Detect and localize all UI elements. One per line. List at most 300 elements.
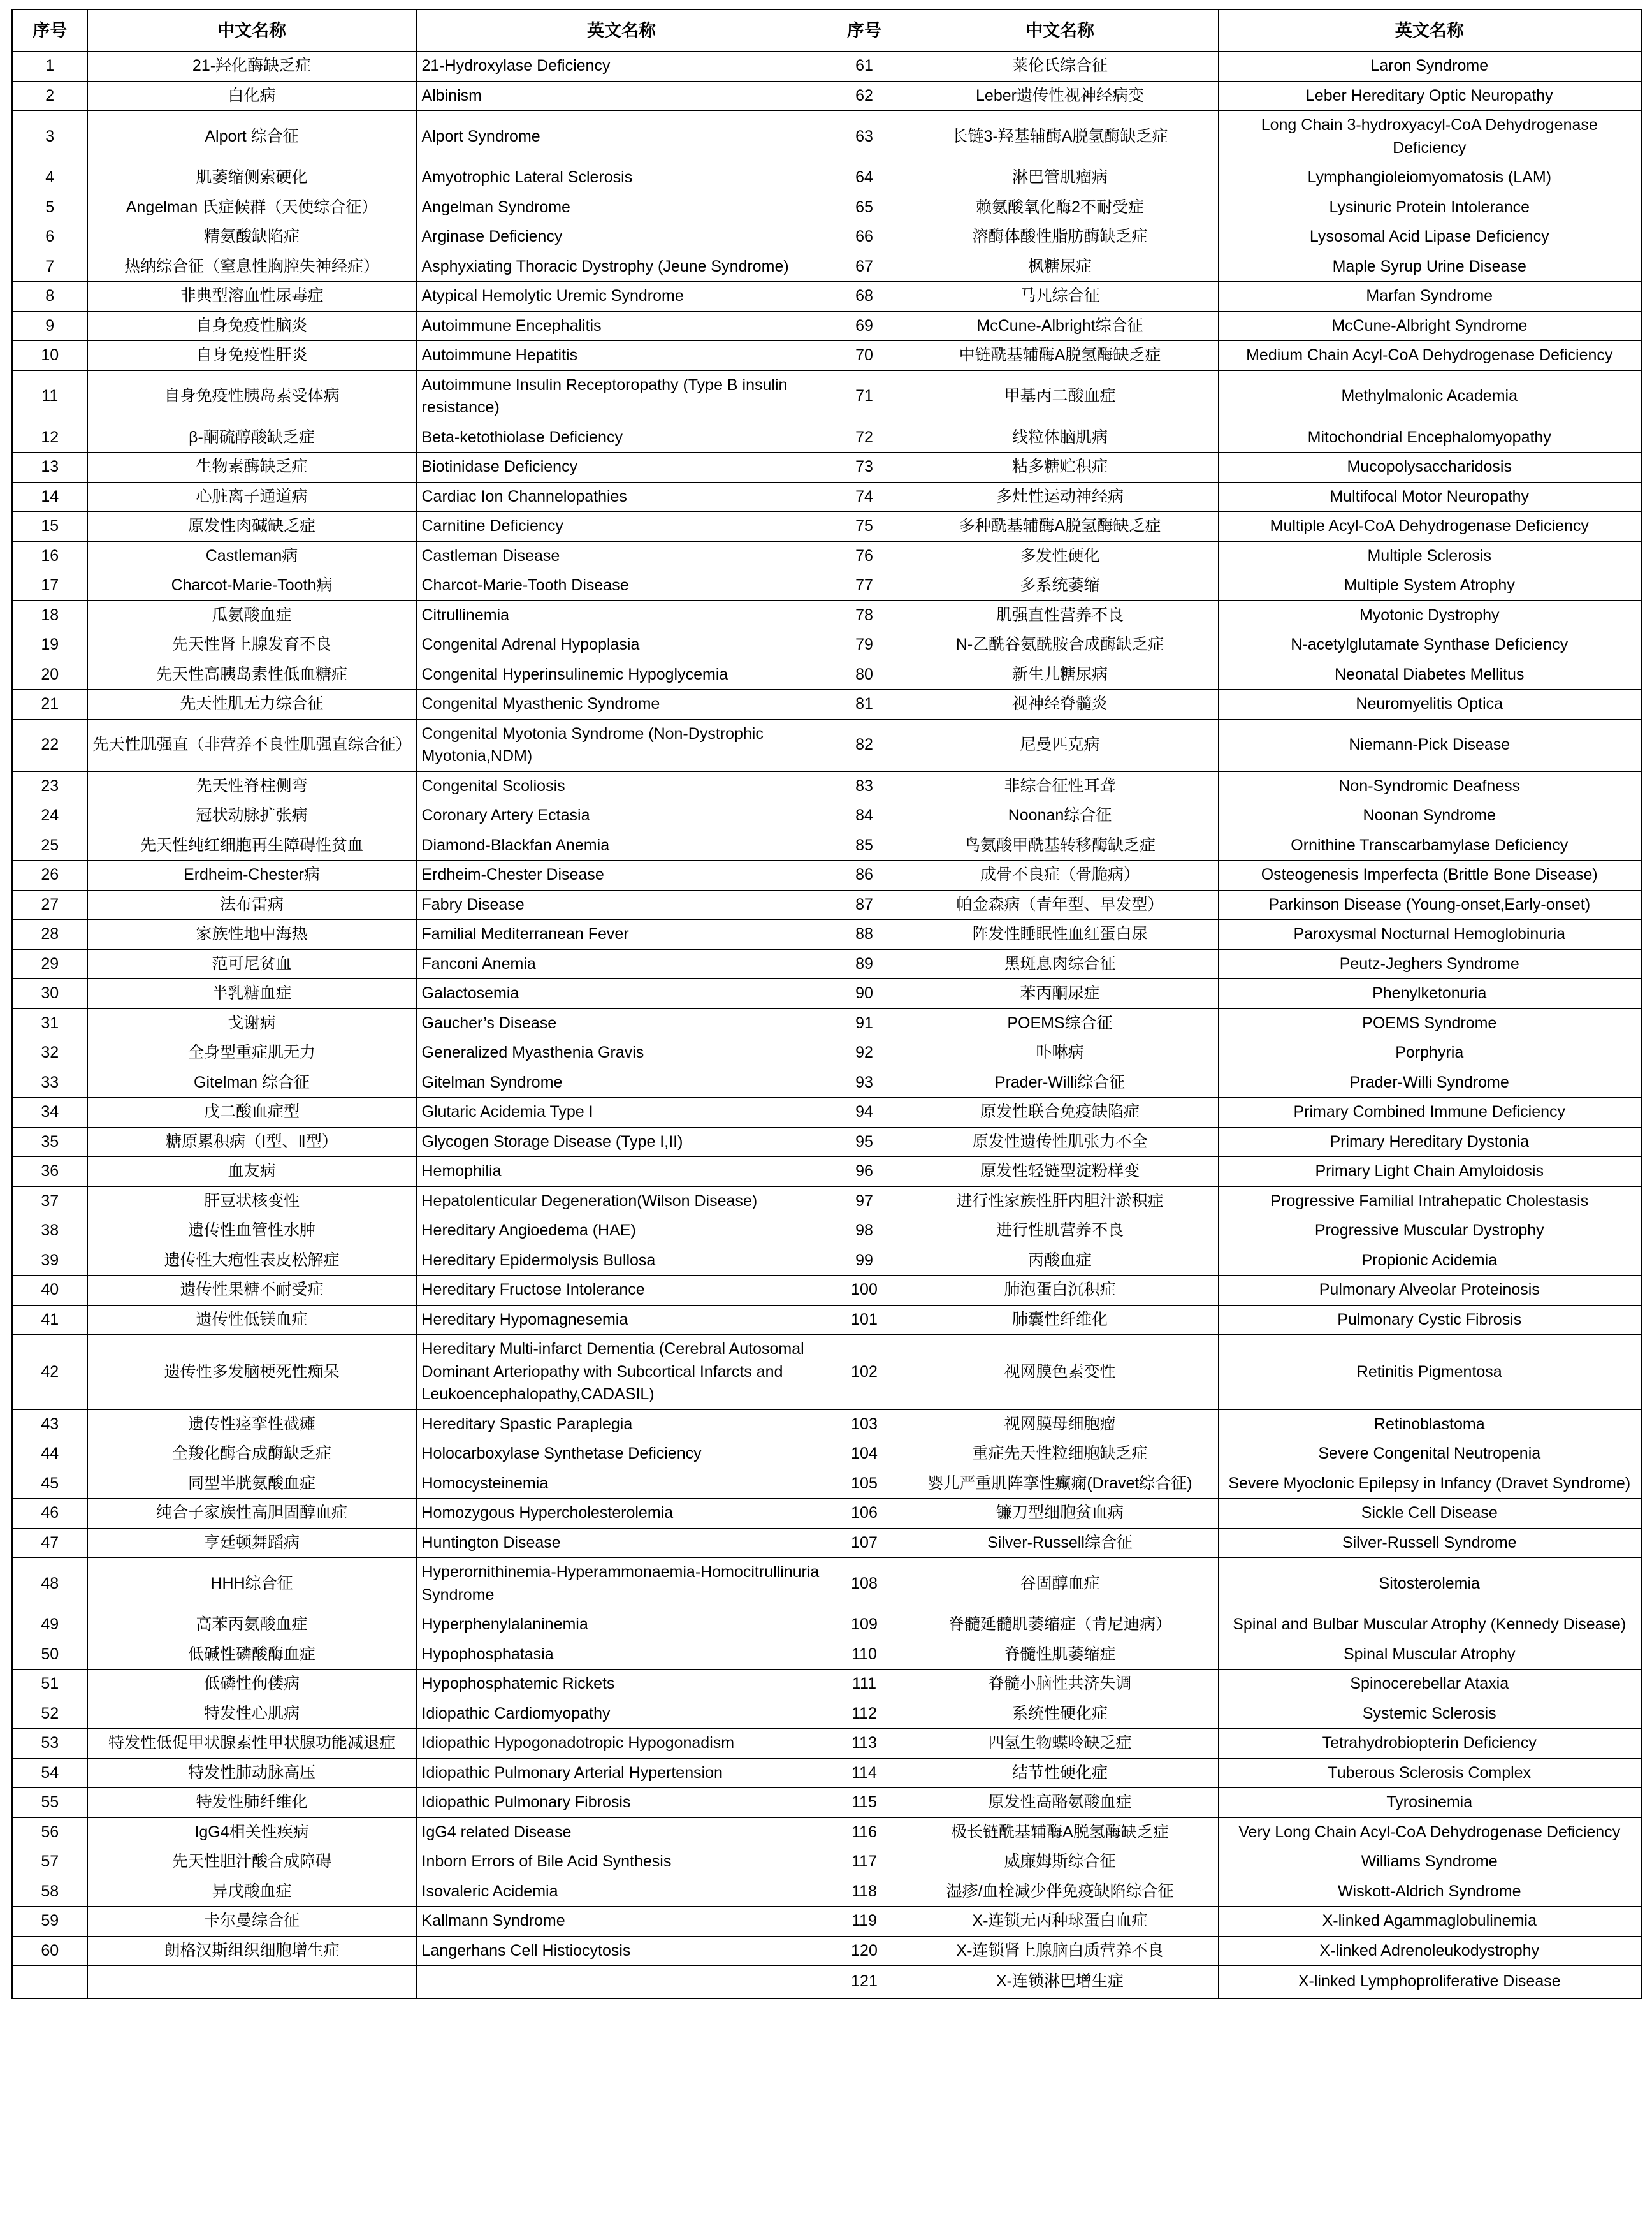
cell-chinese-right: 脊髓延髓肌萎缩症（肯尼迪病） xyxy=(902,1610,1218,1640)
cell-index-left: 54 xyxy=(12,1758,87,1788)
cell-english-left: Biotinidase Deficiency xyxy=(416,453,827,483)
cell-chinese-left: 冠状动脉扩张病 xyxy=(87,801,416,831)
cell-english-left: Hemophilia xyxy=(416,1157,827,1187)
cell-chinese-right: 原发性遗传性肌张力不全 xyxy=(902,1127,1218,1157)
cell-english-right: Prader-Willi Syndrome xyxy=(1218,1068,1641,1098)
table-row xyxy=(12,482,1641,512)
cell-index-left: 40 xyxy=(12,1276,87,1306)
cell-english-right: Mitochondrial Encephalomyopathy xyxy=(1218,423,1641,453)
cell-index-left: 13 xyxy=(12,453,87,483)
cell-chinese-left: Castleman病 xyxy=(87,541,416,571)
cell-index-left: 8 xyxy=(12,282,87,312)
cell-index-right: 84 xyxy=(827,801,902,831)
table-row xyxy=(12,1558,1641,1610)
cell-index-right: 101 xyxy=(827,1305,902,1335)
table-row xyxy=(12,1758,1641,1788)
cell-english-left: Albinism xyxy=(416,81,827,111)
cell-english-left: Huntington Disease xyxy=(416,1528,827,1558)
cell-index-left: 19 xyxy=(12,630,87,660)
cell-index-right: 94 xyxy=(827,1098,902,1128)
cell-english-right: X-linked Adrenoleukodystrophy xyxy=(1218,1936,1641,1966)
cell-index-left: 53 xyxy=(12,1729,87,1759)
table-row xyxy=(12,1640,1641,1669)
cell-english-right: Lymphangioleiomyomatosis (LAM) xyxy=(1218,163,1641,193)
cell-english-left: Autoimmune Hepatitis xyxy=(416,341,827,371)
cell-english-left: Autoimmune Encephalitis xyxy=(416,311,827,341)
cell-chinese-right: 黑斑息肉综合征 xyxy=(902,949,1218,979)
cell-english-left: Coronary Artery Ectasia xyxy=(416,801,827,831)
cell-chinese-left: 生物素酶缺乏症 xyxy=(87,453,416,483)
cell-english-left: Generalized Myasthenia Gravis xyxy=(416,1038,827,1068)
cell-index-left: 57 xyxy=(12,1847,87,1877)
table-row xyxy=(12,341,1641,371)
cell-chinese-right: 线粒体脑肌病 xyxy=(902,423,1218,453)
cell-english-left: Congenital Scoliosis xyxy=(416,771,827,801)
cell-chinese-left: 瓜氨酸血症 xyxy=(87,600,416,630)
cell-chinese-left: β-酮硫醇酸缺乏症 xyxy=(87,423,416,453)
cell-index-right: 108 xyxy=(827,1558,902,1610)
cell-english-left: Galactosemia xyxy=(416,979,827,1009)
cell-chinese-right: 镰刀型细胞贫血病 xyxy=(902,1499,1218,1529)
cell-index-left: 52 xyxy=(12,1699,87,1729)
cell-index-left: 32 xyxy=(12,1038,87,1068)
cell-english-right: Tetrahydrobiopterin Deficiency xyxy=(1218,1729,1641,1759)
cell-english-right: Propionic Acidemia xyxy=(1218,1246,1641,1276)
cell-index-right: 95 xyxy=(827,1127,902,1157)
cell-index-right: 113 xyxy=(827,1729,902,1759)
cell-english-right: Very Long Chain Acyl-CoA Dehydrogenase Deficiency xyxy=(1218,1817,1641,1847)
cell-chinese-right: 长链3-羟基辅酶A脱氢酶缺乏症 xyxy=(902,111,1218,163)
table-row xyxy=(12,163,1641,193)
table-row xyxy=(12,423,1641,453)
table-row xyxy=(12,1788,1641,1818)
cell-index-right: 79 xyxy=(827,630,902,660)
cell-index-left: 39 xyxy=(12,1246,87,1276)
cell-english-right: Sitosterolemia xyxy=(1218,1558,1641,1610)
cell-chinese-left: Alport 综合征 xyxy=(87,111,416,163)
cell-english-right: Sickle Cell Disease xyxy=(1218,1499,1641,1529)
cell-english-left: Gaucher’s Disease xyxy=(416,1008,827,1038)
table-row xyxy=(12,1305,1641,1335)
cell-english-left: Erdheim-Chester Disease xyxy=(416,861,827,891)
cell-chinese-right: 威廉姆斯综合征 xyxy=(902,1847,1218,1877)
cell-chinese-right: 多种酰基辅酶A脱氢酶缺乏症 xyxy=(902,512,1218,542)
cell-english-right: Niemann-Pick Disease xyxy=(1218,719,1641,771)
cell-chinese-right: 原发性高酪氨酸血症 xyxy=(902,1788,1218,1818)
cell-chinese-right: 尼曼匹克病 xyxy=(902,719,1218,771)
cell-index-left: 6 xyxy=(12,222,87,252)
cell-index-left: 9 xyxy=(12,311,87,341)
cell-english-left: Hyperphenylalaninemia xyxy=(416,1610,827,1640)
cell-index-left: 56 xyxy=(12,1817,87,1847)
cell-index-right: 88 xyxy=(827,920,902,950)
cell-english-right: Long Chain 3-hydroxyacyl-CoA Dehydrogenase Deficiency xyxy=(1218,111,1641,163)
table-row xyxy=(12,1038,1641,1068)
cell-index-left: 5 xyxy=(12,193,87,222)
cell-chinese-left: 非典型溶血性尿毒症 xyxy=(87,282,416,312)
table-row xyxy=(12,1699,1641,1729)
cell-index-left: 12 xyxy=(12,423,87,453)
cell-english-left: Hereditary Spastic Paraplegia xyxy=(416,1409,827,1439)
cell-index-left: 33 xyxy=(12,1068,87,1098)
cell-english-left: Homozygous Hypercholesterolemia xyxy=(416,1499,827,1529)
cell-index-right: 114 xyxy=(827,1758,902,1788)
cell-english-left: Cardiac Ion Channelopathies xyxy=(416,482,827,512)
cell-chinese-right: 新生儿糖尿病 xyxy=(902,660,1218,690)
table-row xyxy=(12,1276,1641,1306)
cell-index-right: 118 xyxy=(827,1877,902,1907)
cell-english-right: Non-Syndromic Deafness xyxy=(1218,771,1641,801)
cell-english-right: Multifocal Motor Neuropathy xyxy=(1218,482,1641,512)
cell-index-right: 62 xyxy=(827,81,902,111)
cell-index-right: 67 xyxy=(827,252,902,282)
cell-index-right: 107 xyxy=(827,1528,902,1558)
cell-english-left: Amyotrophic Lateral Sclerosis xyxy=(416,163,827,193)
cell-chinese-right: 帕金森病（青年型、早发型） xyxy=(902,890,1218,920)
cell-chinese-right: 多灶性运动神经病 xyxy=(902,482,1218,512)
cell-english-right: Ornithine Transcarbamylase Deficiency xyxy=(1218,831,1641,861)
cell-english-right: Progressive Familial Intrahepatic Cholestasis xyxy=(1218,1186,1641,1216)
cell-chinese-left: 先天性肌强直（非营养不良性肌强直综合征） xyxy=(87,719,416,771)
cell-english-left: Idiopathic Pulmonary Arterial Hypertension xyxy=(416,1758,827,1788)
cell-english-right: Systemic Sclerosis xyxy=(1218,1699,1641,1729)
cell-english-left: Fabry Disease xyxy=(416,890,827,920)
cell-chinese-right: 莱伦氏综合征 xyxy=(902,52,1218,82)
cell-english-left: Hereditary Multi-infarct Dementia (Cerebral Autosomal Dominant Arteriopathy with Subcortical Infarcts and Leukoencephalopathy,CADASIL) xyxy=(416,1335,827,1410)
cell-index-left: 60 xyxy=(12,1936,87,1966)
cell-english-left: Asphyxiating Thoracic Dystrophy (Jeune Syndrome) xyxy=(416,252,827,282)
cell-index-right: 63 xyxy=(827,111,902,163)
cell-english-right: Laron Syndrome xyxy=(1218,52,1641,82)
table-row xyxy=(12,1409,1641,1439)
cell-english-right: Severe Myoclonic Epilepsy in Infancy (Dravet Syndrome) xyxy=(1218,1469,1641,1499)
cell-english-left: Hypophosphatasia xyxy=(416,1640,827,1669)
cell-english-left xyxy=(416,1966,827,1999)
cell-index-right: 93 xyxy=(827,1068,902,1098)
cell-english-right: Osteogenesis Imperfecta (Brittle Bone Disease) xyxy=(1218,861,1641,891)
cell-index-right: 61 xyxy=(827,52,902,82)
cell-english-left: Hereditary Angioedema (HAE) xyxy=(416,1216,827,1246)
cell-chinese-left: 法布雷病 xyxy=(87,890,416,920)
cell-english-left: Autoimmune Insulin Receptoropathy (Type B insulin resistance) xyxy=(416,370,827,423)
cell-chinese-left: 卡尔曼综合征 xyxy=(87,1907,416,1937)
table-header xyxy=(12,10,1641,52)
cell-index-left: 4 xyxy=(12,163,87,193)
cell-chinese-right: 谷固醇血症 xyxy=(902,1558,1218,1610)
cell-english-right: POEMS Syndrome xyxy=(1218,1008,1641,1038)
cell-chinese-right: 结节性硬化症 xyxy=(902,1758,1218,1788)
cell-index-left: 2 xyxy=(12,81,87,111)
cell-index-left: 26 xyxy=(12,861,87,891)
cell-chinese-left: 家族性地中海热 xyxy=(87,920,416,950)
cell-chinese-left: 肝豆状核变性 xyxy=(87,1186,416,1216)
cell-chinese-right: 进行性肌营养不良 xyxy=(902,1216,1218,1246)
cell-chinese-right: Noonan综合征 xyxy=(902,801,1218,831)
cell-english-right: X-linked Lymphoproliferative Disease xyxy=(1218,1966,1641,1999)
cell-chinese-left: 先天性肾上腺发育不良 xyxy=(87,630,416,660)
cell-english-left: Inborn Errors of Bile Acid Synthesis xyxy=(416,1847,827,1877)
cell-english-left: Carnitine Deficiency xyxy=(416,512,827,542)
cell-english-right: Primary Hereditary Dystonia xyxy=(1218,1127,1641,1157)
cell-index-left: 58 xyxy=(12,1877,87,1907)
cell-english-left: IgG4 related Disease xyxy=(416,1817,827,1847)
cell-index-left: 24 xyxy=(12,801,87,831)
cell-chinese-right: 粘多糖贮积症 xyxy=(902,453,1218,483)
cell-chinese-right: 淋巴管肌瘤病 xyxy=(902,163,1218,193)
cell-index-right: 96 xyxy=(827,1157,902,1187)
cell-index-left: 30 xyxy=(12,979,87,1009)
cell-chinese-right: 视神经脊髓炎 xyxy=(902,690,1218,720)
table-row xyxy=(12,512,1641,542)
table-row xyxy=(12,949,1641,979)
cell-index-left: 18 xyxy=(12,600,87,630)
cell-chinese-right: 卟啉病 xyxy=(902,1038,1218,1068)
cell-index-right: 99 xyxy=(827,1246,902,1276)
cell-chinese-right: N-乙酰谷氨酰胺合成酶缺乏症 xyxy=(902,630,1218,660)
cell-chinese-right: 脊髓小脑性共济失调 xyxy=(902,1669,1218,1699)
cell-index-left: 55 xyxy=(12,1788,87,1818)
cell-index-right: 105 xyxy=(827,1469,902,1499)
table-row xyxy=(12,719,1641,771)
cell-index-left: 38 xyxy=(12,1216,87,1246)
table-row xyxy=(12,1127,1641,1157)
cell-english-right: Pulmonary Alveolar Proteinosis xyxy=(1218,1276,1641,1306)
cell-chinese-right: McCune-Albright综合征 xyxy=(902,311,1218,341)
cell-chinese-left: 同型半胱氨酸血症 xyxy=(87,1469,416,1499)
cell-chinese-left: 特发性心肌病 xyxy=(87,1699,416,1729)
cell-index-right: 86 xyxy=(827,861,902,891)
cell-index-right: 117 xyxy=(827,1847,902,1877)
cell-index-left: 23 xyxy=(12,771,87,801)
cell-chinese-left: 遗传性大疱性表皮松解症 xyxy=(87,1246,416,1276)
cell-index-left: 1 xyxy=(12,52,87,82)
cell-index-right: 98 xyxy=(827,1216,902,1246)
cell-chinese-right: 溶酶体酸性脂肪酶缺乏症 xyxy=(902,222,1218,252)
cell-chinese-left: Erdheim-Chester病 xyxy=(87,861,416,891)
cell-chinese-left: 戊二酸血症型 xyxy=(87,1098,416,1128)
cell-chinese-right: 湿疹/血栓减少伴免疫缺陷综合征 xyxy=(902,1877,1218,1907)
cell-chinese-left: 心脏离子通道病 xyxy=(87,482,416,512)
cell-index-left: 11 xyxy=(12,370,87,423)
cell-chinese-left: 糖原累积病（Ⅰ型、Ⅱ型） xyxy=(87,1127,416,1157)
cell-chinese-right: 婴儿严重肌阵挛性癫痫(Dravet综合征) xyxy=(902,1469,1218,1499)
col-header-index-left: 序号 xyxy=(12,10,87,52)
cell-english-right: Mucopolysaccharidosis xyxy=(1218,453,1641,483)
cell-english-right: Spinal Muscular Atrophy xyxy=(1218,1640,1641,1669)
cell-index-right: 119 xyxy=(827,1907,902,1937)
cell-english-right: Porphyria xyxy=(1218,1038,1641,1068)
cell-english-right: Tyrosinemia xyxy=(1218,1788,1641,1818)
table-row xyxy=(12,1008,1641,1038)
col-header-chinese-right: 中文名称 xyxy=(902,10,1218,52)
cell-index-right: 83 xyxy=(827,771,902,801)
cell-index-right: 75 xyxy=(827,512,902,542)
table-row xyxy=(12,1335,1641,1410)
cell-index-right: 80 xyxy=(827,660,902,690)
cell-english-right: Tuberous Sclerosis Complex xyxy=(1218,1758,1641,1788)
cell-chinese-left: 血友病 xyxy=(87,1157,416,1187)
cell-chinese-left: 自身免疫性肝炎 xyxy=(87,341,416,371)
cell-chinese-left: 纯合子家族性高胆固醇血症 xyxy=(87,1499,416,1529)
cell-index-right: 97 xyxy=(827,1186,902,1216)
cell-index-left: 44 xyxy=(12,1439,87,1469)
cell-english-right: Noonan Syndrome xyxy=(1218,801,1641,831)
cell-english-left: Idiopathic Hypogonadotropic Hypogonadism xyxy=(416,1729,827,1759)
cell-english-right: Multiple Acyl-CoA Dehydrogenase Deficiency xyxy=(1218,512,1641,542)
cell-chinese-right: 重症先天性粒细胞缺乏症 xyxy=(902,1439,1218,1469)
table-row xyxy=(12,193,1641,222)
cell-index-right: 87 xyxy=(827,890,902,920)
table-row xyxy=(12,801,1641,831)
table-row xyxy=(12,1439,1641,1469)
cell-chinese-left: 先天性肌无力综合征 xyxy=(87,690,416,720)
cell-english-right: Neonatal Diabetes Mellitus xyxy=(1218,660,1641,690)
table-row xyxy=(12,920,1641,950)
cell-index-right: 112 xyxy=(827,1699,902,1729)
cell-chinese-left: 原发性肉碱缺乏症 xyxy=(87,512,416,542)
cell-english-left: Hepatolenticular Degeneration(Wilson Disease) xyxy=(416,1186,827,1216)
cell-chinese-right: 甲基丙二酸血症 xyxy=(902,370,1218,423)
cell-index-right: 82 xyxy=(827,719,902,771)
cell-index-right: 74 xyxy=(827,482,902,512)
cell-english-right: Retinoblastoma xyxy=(1218,1409,1641,1439)
cell-chinese-left: 范可尼贫血 xyxy=(87,949,416,979)
table-row xyxy=(12,541,1641,571)
cell-english-right: Peutz-Jeghers Syndrome xyxy=(1218,949,1641,979)
cell-english-right: Phenylketonuria xyxy=(1218,979,1641,1009)
cell-english-left: Homocysteinemia xyxy=(416,1469,827,1499)
cell-english-left: Hyperornithinemia-Hyperammonaemia-Homocitrullinuria Syndrome xyxy=(416,1558,827,1610)
cell-english-right: Progressive Muscular Dystrophy xyxy=(1218,1216,1641,1246)
cell-chinese-right: 极长链酰基辅酶A脱氢酶缺乏症 xyxy=(902,1817,1218,1847)
cell-english-left: Congenital Hyperinsulinemic Hypoglycemia xyxy=(416,660,827,690)
cell-english-left: Congenital Myasthenic Syndrome xyxy=(416,690,827,720)
table-row xyxy=(12,979,1641,1009)
cell-english-right: Wiskott-Aldrich Syndrome xyxy=(1218,1877,1641,1907)
cell-english-right: McCune-Albright Syndrome xyxy=(1218,311,1641,341)
cell-chinese-left: IgG4相关性疾病 xyxy=(87,1817,416,1847)
cell-english-right: Severe Congenital Neutropenia xyxy=(1218,1439,1641,1469)
table-row xyxy=(12,1098,1641,1128)
table-row xyxy=(12,1157,1641,1187)
cell-chinese-left: 戈谢病 xyxy=(87,1008,416,1038)
cell-english-left: Idiopathic Cardiomyopathy xyxy=(416,1699,827,1729)
cell-chinese-left: 自身免疫性胰岛素受体病 xyxy=(87,370,416,423)
cell-chinese-right: POEMS综合征 xyxy=(902,1008,1218,1038)
cell-chinese-left: 先天性脊柱侧弯 xyxy=(87,771,416,801)
cell-chinese-right: 赖氨酸氧化酶2不耐受症 xyxy=(902,193,1218,222)
table-row xyxy=(12,81,1641,111)
cell-chinese-left: 特发性肺纤维化 xyxy=(87,1788,416,1818)
cell-english-left: Hereditary Fructose Intolerance xyxy=(416,1276,827,1306)
cell-chinese-left xyxy=(87,1966,416,1999)
cell-chinese-right: X-连锁无丙种球蛋白血症 xyxy=(902,1907,1218,1937)
cell-index-left: 48 xyxy=(12,1558,87,1610)
cell-chinese-left: 高苯丙氨酸血症 xyxy=(87,1610,416,1640)
cell-chinese-left: 先天性纯红细胞再生障碍性贫血 xyxy=(87,831,416,861)
table-row xyxy=(12,1068,1641,1098)
table-row xyxy=(12,1186,1641,1216)
cell-chinese-left: 21-羟化酶缺乏症 xyxy=(87,52,416,82)
cell-chinese-right: 成骨不良症（骨脆病） xyxy=(902,861,1218,891)
cell-english-left: Citrullinemia xyxy=(416,600,827,630)
table-row xyxy=(12,311,1641,341)
cell-english-left: Diamond-Blackfan Anemia xyxy=(416,831,827,861)
cell-index-left: 49 xyxy=(12,1610,87,1640)
cell-english-right: Methylmalonic Academia xyxy=(1218,370,1641,423)
cell-index-left: 42 xyxy=(12,1335,87,1410)
cell-english-left: Congenital Myotonia Syndrome (Non-Dystrophic Myotonia,NDM) xyxy=(416,719,827,771)
cell-english-right: Maple Syrup Urine Disease xyxy=(1218,252,1641,282)
table-row xyxy=(12,1246,1641,1276)
cell-chinese-right: X-连锁淋巴增生症 xyxy=(902,1966,1218,1999)
cell-english-right: Silver-Russell Syndrome xyxy=(1218,1528,1641,1558)
table-row xyxy=(12,600,1641,630)
cell-chinese-right: Silver-Russell综合征 xyxy=(902,1528,1218,1558)
cell-english-left: Gitelman Syndrome xyxy=(416,1068,827,1098)
col-header-english-right: 英文名称 xyxy=(1218,10,1641,52)
cell-chinese-left: 先天性高胰岛素性低血糖症 xyxy=(87,660,416,690)
table-row xyxy=(12,660,1641,690)
table-row xyxy=(12,370,1641,423)
cell-chinese-left: 异戊酸血症 xyxy=(87,1877,416,1907)
cell-index-left: 25 xyxy=(12,831,87,861)
cell-index-left: 16 xyxy=(12,541,87,571)
cell-index-right: 76 xyxy=(827,541,902,571)
table-row xyxy=(12,890,1641,920)
cell-english-right: N-acetylglutamate Synthase Deficiency xyxy=(1218,630,1641,660)
cell-index-right: 85 xyxy=(827,831,902,861)
cell-chinese-left: 遗传性果糖不耐受症 xyxy=(87,1276,416,1306)
table-row xyxy=(12,1936,1641,1966)
cell-chinese-left: 低碱性磷酸酶血症 xyxy=(87,1640,416,1669)
cell-chinese-left: 遗传性血管性水肿 xyxy=(87,1216,416,1246)
cell-chinese-left: HHH综合征 xyxy=(87,1558,416,1610)
cell-chinese-right: 脊髓性肌萎缩症 xyxy=(902,1640,1218,1669)
col-header-english-left: 英文名称 xyxy=(416,10,827,52)
cell-chinese-left: 特发性低促甲状腺素性甲状腺功能减退症 xyxy=(87,1729,416,1759)
cell-index-left: 41 xyxy=(12,1305,87,1335)
cell-chinese-left: 全身型重症肌无力 xyxy=(87,1038,416,1068)
cell-chinese-left: 精氨酸缺陷症 xyxy=(87,222,416,252)
cell-chinese-right: Prader-Willi综合征 xyxy=(902,1068,1218,1098)
table-row xyxy=(12,282,1641,312)
cell-english-right: Primary Combined Immune Deficiency xyxy=(1218,1098,1641,1128)
table-body xyxy=(12,52,1641,1999)
cell-index-left: 51 xyxy=(12,1669,87,1699)
cell-chinese-right: 肌强直性营养不良 xyxy=(902,600,1218,630)
cell-english-left: Atypical Hemolytic Uremic Syndrome xyxy=(416,282,827,312)
col-header-index-right: 序号 xyxy=(827,10,902,52)
table-row xyxy=(12,52,1641,82)
cell-chinese-left: 白化病 xyxy=(87,81,416,111)
cell-chinese-left: 亨廷顿舞蹈病 xyxy=(87,1528,416,1558)
cell-english-right: Leber Hereditary Optic Neuropathy xyxy=(1218,81,1641,111)
table-row xyxy=(12,1847,1641,1877)
cell-english-right: Williams Syndrome xyxy=(1218,1847,1641,1877)
cell-english-left: Arginase Deficiency xyxy=(416,222,827,252)
table-row xyxy=(12,571,1641,601)
cell-index-left: 15 xyxy=(12,512,87,542)
cell-english-left: Langerhans Cell Histiocytosis xyxy=(416,1936,827,1966)
cell-index-right: 92 xyxy=(827,1038,902,1068)
cell-english-left: Holocarboxylase Synthetase Deficiency xyxy=(416,1439,827,1469)
cell-english-left: Hereditary Hypomagnesemia xyxy=(416,1305,827,1335)
cell-index-left: 10 xyxy=(12,341,87,371)
cell-english-right: Myotonic Dystrophy xyxy=(1218,600,1641,630)
cell-chinese-right: 肺泡蛋白沉积症 xyxy=(902,1276,1218,1306)
cell-chinese-left: 遗传性多发脑梗死性痴呆 xyxy=(87,1335,416,1410)
